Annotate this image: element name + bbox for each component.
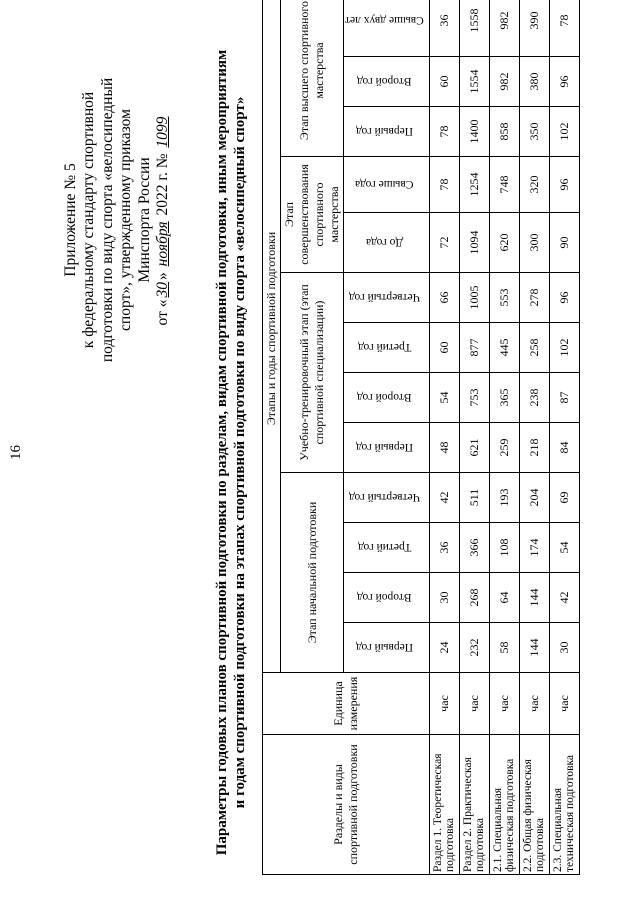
value-cell: 1005 <box>459 273 489 323</box>
value-cell: 258 <box>519 323 549 373</box>
year-label: Первый год <box>355 125 413 138</box>
value-cell: 144 <box>519 573 549 623</box>
year-label: До года <box>365 236 404 249</box>
value-cell: 982 <box>489 0 519 57</box>
value-cell: 982 <box>489 57 519 107</box>
value-cell: 84 <box>549 423 579 473</box>
value-cell: 278 <box>519 273 549 323</box>
header-stages: Этапы и годы спортивной подготовки <box>263 0 281 673</box>
annex-date-line <box>154 40 172 400</box>
row-section: 2.3. Специальная техническая подготовка <box>549 735 579 875</box>
document-title <box>213 0 249 905</box>
date-mid: » <box>154 272 172 280</box>
value-cell: 69 <box>549 473 579 523</box>
header-year <box>344 373 430 423</box>
header-stage-higher: Этап высшего спортивного мастерства <box>281 0 344 157</box>
year-label: Второй год <box>357 75 412 88</box>
header-stage-improvement: Этап совершенствования спортивного мастерства <box>281 157 344 273</box>
row-unit: час <box>459 673 489 735</box>
value-cell: 858 <box>489 107 519 157</box>
annex-block <box>62 40 172 400</box>
table-row <box>489 0 519 875</box>
header-year <box>344 57 430 107</box>
date-prefix: от « <box>154 299 172 326</box>
value-cell: 30 <box>549 623 579 673</box>
value-cell: 380 <box>519 57 549 107</box>
value-cell: 218 <box>519 423 549 473</box>
value-cell: 96 <box>549 273 579 323</box>
annex-line: спорт», утвержденному приказом <box>117 109 135 331</box>
year-label: Первый год <box>355 441 413 454</box>
value-cell: 320 <box>519 157 549 213</box>
header-year <box>344 423 430 473</box>
value-cell: 87 <box>549 373 579 423</box>
year-label: Четвертый год <box>348 291 420 304</box>
value-cell: 42 <box>549 573 579 623</box>
value-cell: 96 <box>549 157 579 213</box>
date-year: 2022 г. № <box>154 153 172 216</box>
value-cell: 1254 <box>459 157 489 213</box>
year-label: Первый год <box>355 641 413 654</box>
header-year <box>344 523 430 573</box>
row-unit: час <box>429 673 459 735</box>
year-label: Второй год <box>357 391 412 404</box>
header-year <box>344 473 430 523</box>
year-label: Второй год <box>357 591 412 604</box>
annex-line: к федеральному стандарту спортивной <box>80 91 98 349</box>
year-label: Третий год <box>357 541 412 554</box>
value-cell: 30 <box>429 573 459 623</box>
header-section: Разделы и виды спортивной подготовки <box>263 735 430 875</box>
value-cell: 42 <box>429 473 459 523</box>
value-cell: 268 <box>459 573 489 623</box>
year-label: Третий год <box>357 341 412 354</box>
value-cell: 365 <box>489 373 519 423</box>
value-cell: 1558 <box>459 0 489 57</box>
value-cell: 78 <box>429 157 459 213</box>
annex-line: Минспорта России <box>135 157 153 283</box>
value-cell: 24 <box>429 623 459 673</box>
year-label: Свыше года <box>355 178 414 191</box>
value-cell: 144 <box>519 623 549 673</box>
value-cell: 58 <box>489 623 519 673</box>
header-year <box>344 0 430 57</box>
row-unit: час <box>519 673 549 735</box>
header-year <box>344 623 430 673</box>
header-year <box>344 273 430 323</box>
training-plan-table <box>262 0 580 875</box>
table-row <box>429 0 459 875</box>
value-cell: 877 <box>459 323 489 373</box>
row-section: 2.2. Общая физическая подготовка <box>519 735 549 875</box>
header-year <box>344 107 430 157</box>
value-cell: 48 <box>429 423 459 473</box>
value-cell: 204 <box>519 473 549 523</box>
value-cell: 54 <box>549 523 579 573</box>
value-cell: 620 <box>489 213 519 273</box>
value-cell: 64 <box>489 573 519 623</box>
table-row <box>549 0 579 875</box>
value-cell: 72 <box>429 213 459 273</box>
value-cell: 748 <box>489 157 519 213</box>
value-cell: 78 <box>549 0 579 57</box>
title-line: и годам спортивной подготовки на этапах спортивной подготовки по виду спорта «велосипедный спорт» <box>232 96 248 809</box>
date-day: 30 <box>154 281 172 298</box>
year-label: Свыше двух лет <box>345 14 424 27</box>
row-section: 2.1. Специальная физическая подготовка <box>489 735 519 875</box>
date-month: ноября <box>154 221 172 267</box>
value-cell: 108 <box>489 523 519 573</box>
value-cell: 193 <box>489 473 519 523</box>
row-section: Раздел 1. Теоретическая подготовка <box>429 735 459 875</box>
value-cell: 96 <box>549 57 579 107</box>
table-row <box>459 0 489 875</box>
value-cell: 259 <box>489 423 519 473</box>
header-year <box>344 157 430 213</box>
value-cell: 511 <box>459 473 489 523</box>
value-cell: 753 <box>459 373 489 423</box>
header-unit: Единица измерения <box>263 673 430 735</box>
header-stage-initial: Этап начальной подготовки <box>281 473 344 673</box>
value-cell: 60 <box>429 57 459 107</box>
value-cell: 78 <box>429 107 459 157</box>
value-cell: 1554 <box>459 57 489 107</box>
value-cell: 232 <box>459 623 489 673</box>
value-cell: 36 <box>429 0 459 57</box>
value-cell: 102 <box>549 323 579 373</box>
row-unit: час <box>549 673 579 735</box>
value-cell: 390 <box>519 0 549 57</box>
value-cell: 36 <box>429 523 459 573</box>
value-cell: 66 <box>429 273 459 323</box>
row-section: Раздел 2. Практическая подготовка <box>459 735 489 875</box>
page-number: 16 <box>8 445 24 460</box>
value-cell: 366 <box>459 523 489 573</box>
value-cell: 1094 <box>459 213 489 273</box>
value-cell: 350 <box>519 107 549 157</box>
value-cell: 553 <box>489 273 519 323</box>
value-cell: 90 <box>549 213 579 273</box>
header-year <box>344 573 430 623</box>
value-cell: 60 <box>429 323 459 373</box>
value-cell: 102 <box>549 107 579 157</box>
row-unit: час <box>489 673 519 735</box>
value-cell: 300 <box>519 213 549 273</box>
header-year <box>344 323 430 373</box>
annex-line: подготовки по виду спорта «велосипедный <box>98 77 116 363</box>
table-row <box>519 0 549 875</box>
order-number: 1099 <box>154 116 172 148</box>
header-stage-training: Учебно-тренировочный этап (этап спортивной специализации) <box>281 273 344 473</box>
value-cell: 621 <box>459 423 489 473</box>
year-label: Четвертый год <box>348 491 420 504</box>
value-cell: 1400 <box>459 107 489 157</box>
value-cell: 174 <box>519 523 549 573</box>
value-cell: 238 <box>519 373 549 423</box>
annex-heading: Приложение № 5 <box>62 163 79 277</box>
header-year <box>344 213 430 273</box>
title-line: Параметры годовых планов спортивной подготовки по разделам, видам спортивной подготовки, иным мероприятиям <box>214 49 230 856</box>
value-cell: 445 <box>489 323 519 373</box>
value-cell: 54 <box>429 373 459 423</box>
